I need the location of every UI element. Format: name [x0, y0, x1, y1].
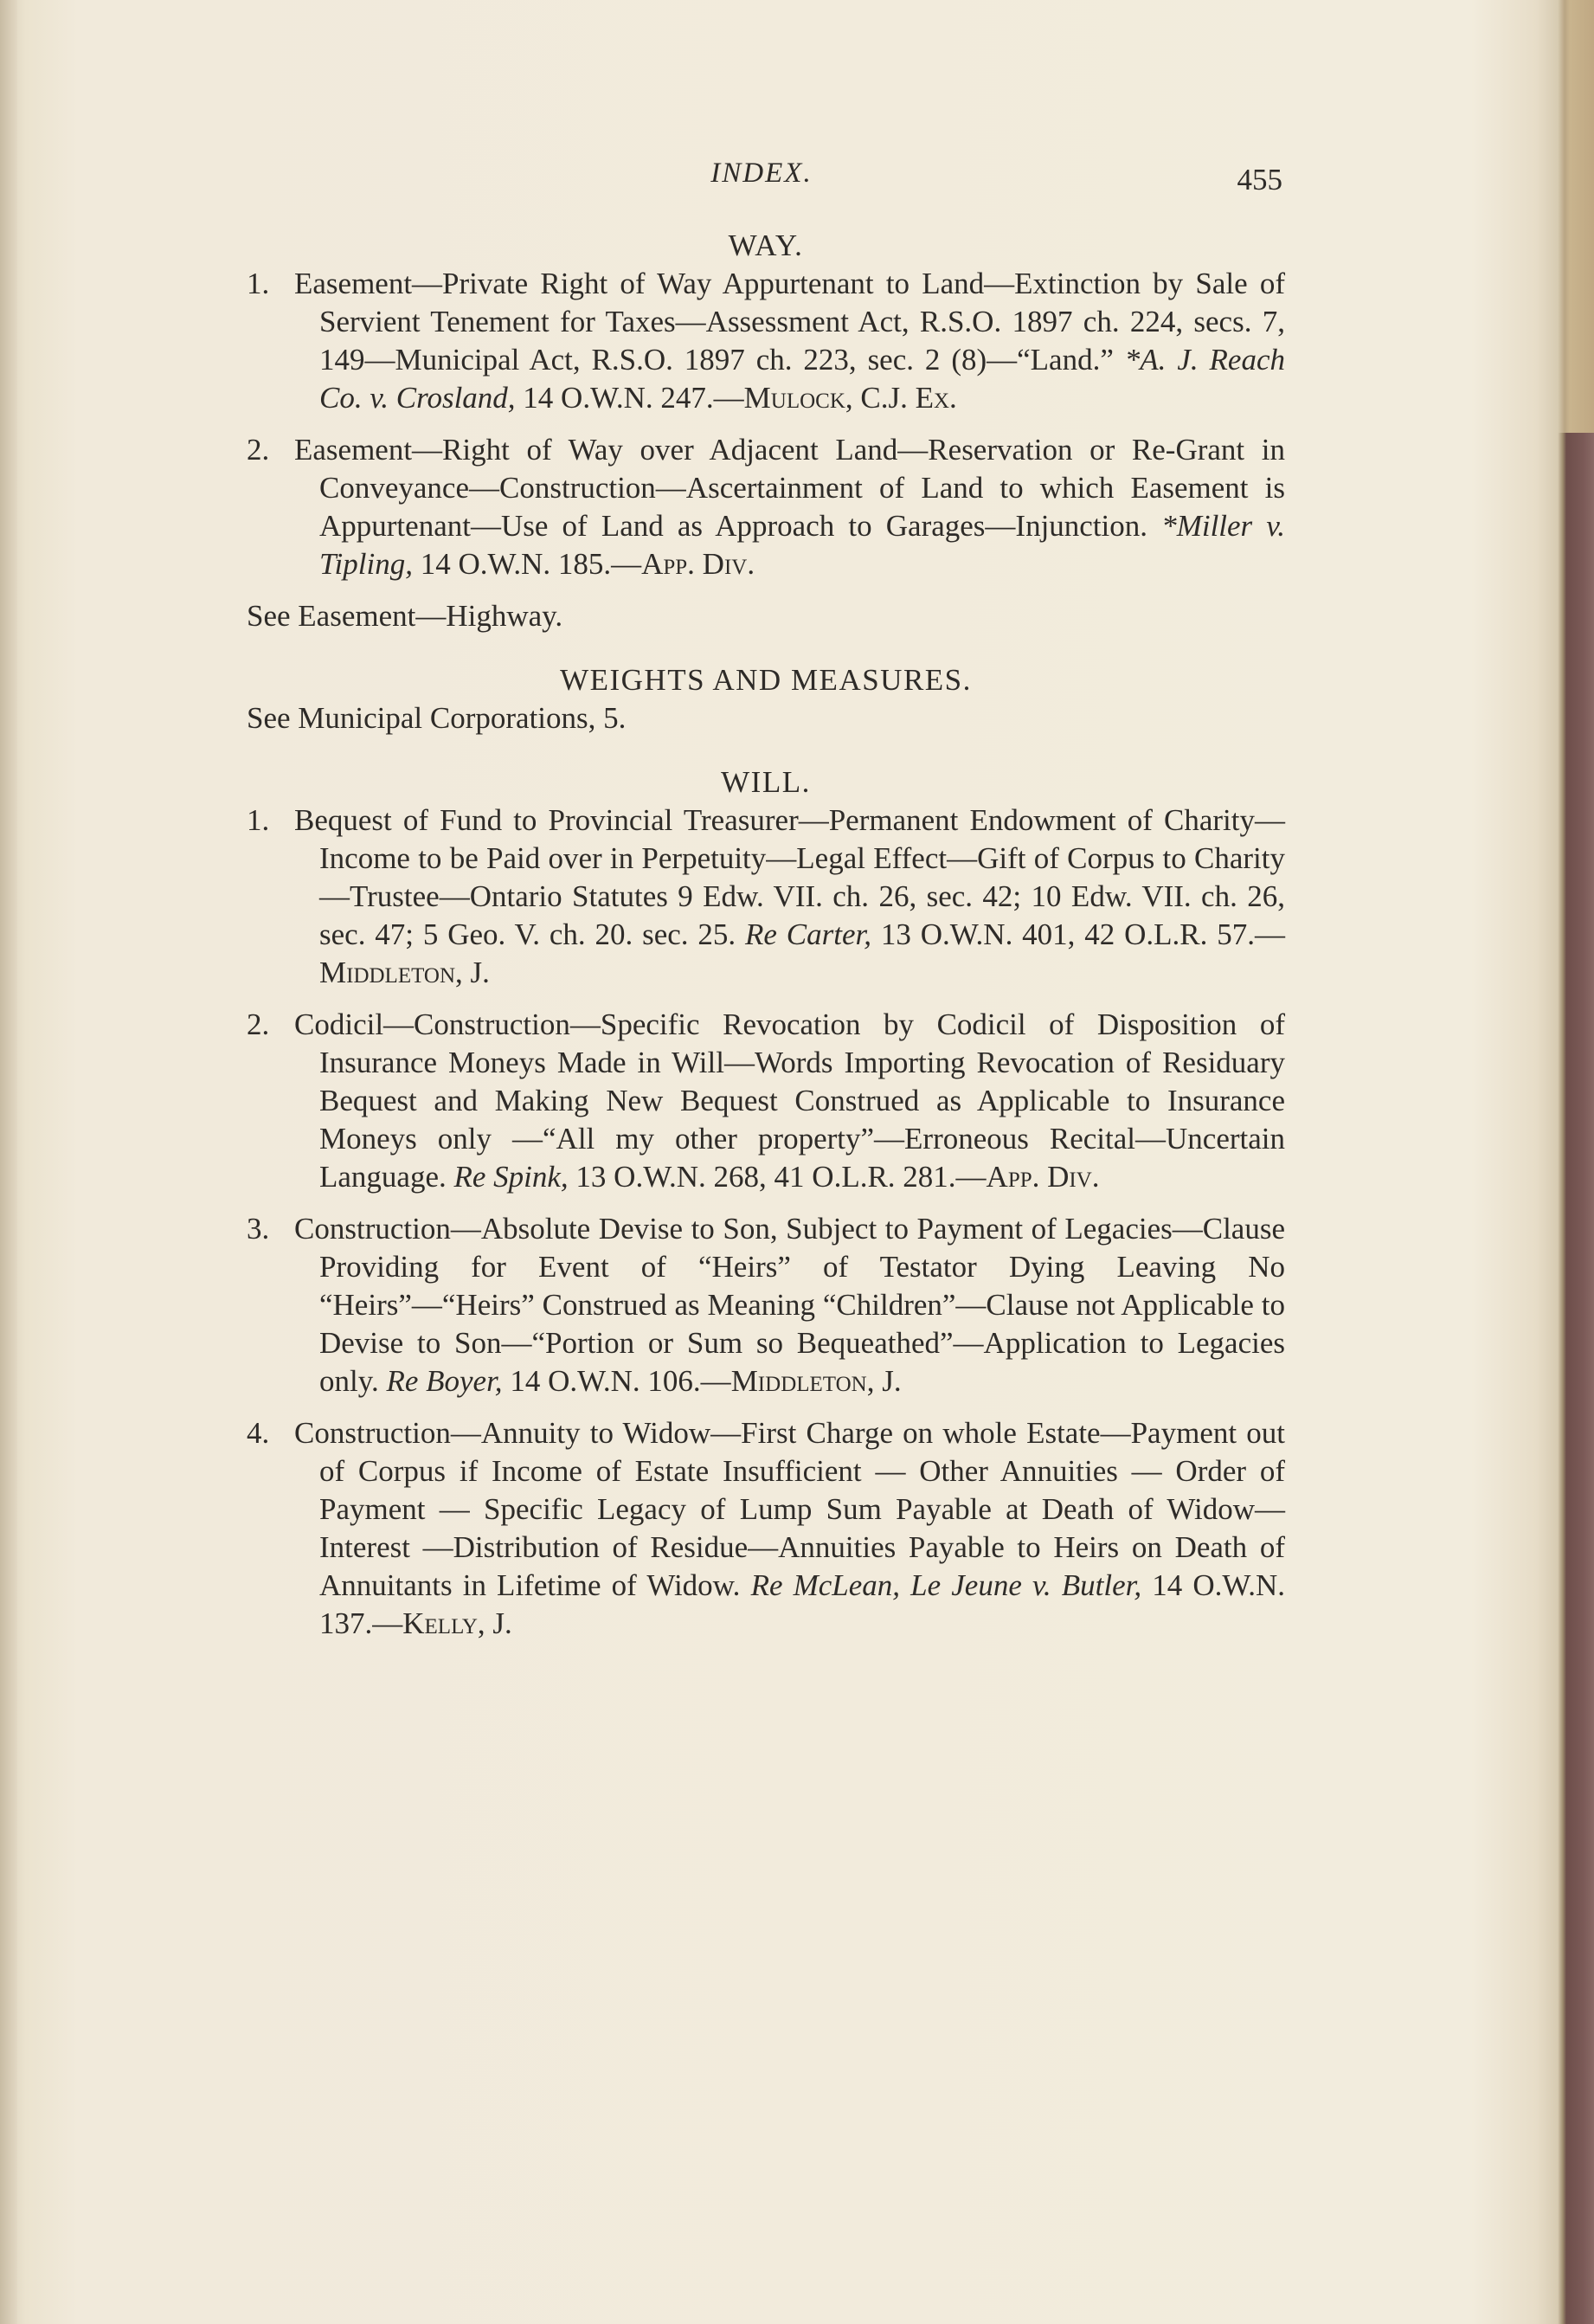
section-title: WILL.	[721, 765, 811, 799]
see-also: See Easement—Highway.	[247, 599, 563, 633]
judge-name: Middleton, J.	[319, 956, 490, 989]
section-will	[247, 763, 1285, 1643]
judge-name: Mulock, C.J. Ex.	[743, 381, 957, 415]
page-number: 455	[1237, 163, 1282, 196]
index-entry: 1. Easement—Private Right of Way Appurtenant to Land—Extinction by Sale of Servient Tenement for Taxes—Assessment Act, R.S.O. 1897 ch. 224, secs. 7, 149—Municipal Act, R.S.O. 1897 ch. 223, sec. 2 (8)—“Land.” *A. J. Reach Co. v. Crosland, 14 O.W.N. 247.—Mulock, C.J. Ex.	[247, 267, 1285, 415]
judge-name: Kelly, J.	[402, 1606, 512, 1640]
book-spine-edge-top	[1558, 0, 1594, 433]
see-also: See Municipal Corporations, 5.	[247, 701, 627, 735]
judge-name: App. Div.	[641, 547, 755, 581]
index-entry: 2. Easement—Right of Way over Adjacent Land—Reservation or Re-Grant in Conveyance—Construction—Ascertainment of Land to which Easement is Appurtenant—Use of Land as Approach to Garages—Injunction. *Miller v. Tipling, 14 O.W.N. 185.—App. Div.	[247, 433, 1286, 581]
section-title: WAY.	[728, 229, 804, 262]
page-left-edge	[0, 0, 17, 2324]
case-name: Re Spink,	[453, 1160, 569, 1194]
index-content	[247, 227, 1285, 1669]
index-entry: 4. Construction—Annuity to Widow—First Charge on whole Estate—Payment out of Corpus if Income of Estate Insufficient — Other Annuities — Order of Payment — Specific Legacy of Lump Sum Payable at Death of Widow—Interest —Distribution of Residue—Annuities Payable to Heirs on Death of Annuitants in Lifetime of Widow. Re McLean, Le Jeune v. Butler, 14 O.W.N. 137.—Kelly, J.	[247, 1416, 1286, 1640]
page-header	[0, 158, 1594, 201]
case-name: Re McLean, Le Jeune v. Butler,	[750, 1568, 1142, 1602]
judge-name: App. Div.	[986, 1160, 1100, 1194]
section-weights-and-measures	[247, 661, 1285, 737]
case-name: *A. J. Reach Co. v. Crosland,	[319, 343, 1285, 415]
case-name: Re Boyer,	[386, 1364, 503, 1398]
section-way	[247, 227, 1285, 635]
index-entry: 3. Construction—Absolute Devise to Son, Subject to Payment of Legacies—Clause Providing for Event of “Heirs” of Testator Dying Leaving No “Heirs”—“Heirs” Construed as Meaning “Children”—Clause not Applicable to Devise to Son—“Portion or Sum so Bequeathed”—Application to Legacies only. Re Boyer, 14 O.W.N. 106.—Middleton, J.	[247, 1212, 1285, 1398]
case-name: Re Carter,	[745, 917, 871, 951]
index-entry: 2. Codicil—Construction—Specific Revocation by Codicil of Disposition of Insurance Moneys Made in Will—Words Importing Revocation of Residuary Bequest and Making New Bequest Construed as Applicable to Insurance Moneys only —“All my other property”—Erroneous Recital—Uncertain Language. Re Spink, 13 O.W.N. 268, 41 O.L.R. 281.—App. Div.	[247, 1007, 1285, 1194]
index-entry: 1. Bequest of Fund to Provincial Treasurer—Permanent Endowment of Charity—Income to be Paid over in Perpetuity—Legal Effect—Gift of Corpus to Charity—Trustee—Ontario Statutes 9 Edw. VII. ch. 26, sec. 42; 10 Edw. VII. ch. 26, sec. 47; 5 Geo. V. ch. 20. sec. 25. Re Carter, 13 O.W.N. 401, 42 O.L.R. 57.—Middleton, J.	[247, 803, 1285, 989]
judge-name: Middleton, J.	[730, 1364, 902, 1398]
section-title: WEIGHTS AND MEASURES.	[560, 663, 972, 697]
case-name: *Miller v. Tipling,	[319, 509, 1286, 581]
running-head: INDEX.	[710, 158, 813, 189]
